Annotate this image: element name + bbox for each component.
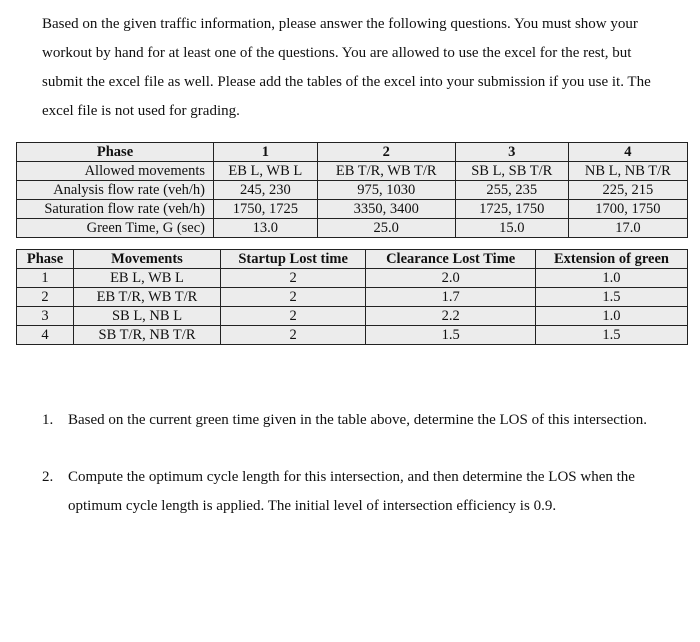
table-cell: 1.5 — [535, 326, 687, 345]
table-cell: EB L, WB L — [214, 162, 318, 181]
row-label: Saturation flow rate (veh/h) — [17, 200, 214, 219]
table-cell: 1.5 — [366, 326, 536, 345]
question-number: 2. — [42, 469, 54, 485]
table-cell: NB L, NB T/R — [568, 162, 687, 181]
question-item — [42, 463, 662, 521]
table-cell: EB L, WB L — [74, 269, 221, 288]
table-row — [17, 162, 688, 181]
lost-time-table — [16, 249, 688, 345]
table-row — [17, 269, 688, 288]
table-cell: 3350, 3400 — [317, 200, 455, 219]
table-cell: 1700, 1750 — [568, 200, 687, 219]
question-text: Based on the current green time given in the table above, determine the LOS of this intersection. — [68, 412, 647, 428]
table-cell: 975, 1030 — [317, 181, 455, 200]
table-row — [17, 326, 688, 345]
row-label: Allowed movements — [17, 162, 214, 181]
table-cell: 25.0 — [317, 219, 455, 238]
header-cell: Phase — [17, 250, 74, 269]
intro-paragraph: Based on the given traffic information, please answer the following questions. You must show your workout by hand for at least one of the questions. You are allowed to use the excel for the rest, but submit the excel file as well. Please add the tables of the excel into your submission if you use it. The excel file is not used for grading. — [42, 16, 651, 119]
table-cell: 3 — [17, 307, 74, 326]
table-cell: 1.0 — [535, 269, 687, 288]
header-cell: 3 — [455, 143, 568, 162]
table-row — [17, 307, 688, 326]
table-cell: 1.7 — [366, 288, 536, 307]
question-text: Compute the optimum cycle length for this intersection, and then determine the LOS when the optimum cycle length is applied. The initial level of intersection efficiency is 0.9. — [68, 469, 635, 514]
table-cell: 2 — [17, 288, 74, 307]
table-cell: EB T/R, WB T/R — [317, 162, 455, 181]
row-label: Analysis flow rate (veh/h) — [17, 181, 214, 200]
table-cell: 1750, 1725 — [214, 200, 318, 219]
question-item — [42, 406, 662, 435]
table-header-row — [17, 143, 688, 162]
table-cell: SB L, SB T/R — [455, 162, 568, 181]
table-row — [17, 219, 688, 238]
header-cell: Extension of green — [535, 250, 687, 269]
table-cell: 1725, 1750 — [455, 200, 568, 219]
table-cell: 4 — [17, 326, 74, 345]
table-cell: 15.0 — [455, 219, 568, 238]
table-cell: 2.0 — [366, 269, 536, 288]
table-cell: 2 — [221, 307, 366, 326]
header-cell: 4 — [568, 143, 687, 162]
table-cell: 2 — [221, 326, 366, 345]
table-row — [17, 288, 688, 307]
table-cell: SB T/R, NB T/R — [74, 326, 221, 345]
question-list — [42, 406, 662, 549]
header-cell: Movements — [74, 250, 221, 269]
table-header-row — [17, 250, 688, 269]
header-cell: 1 — [214, 143, 318, 162]
table-cell: 2.2 — [366, 307, 536, 326]
header-cell: Phase — [17, 143, 214, 162]
header-cell: 2 — [317, 143, 455, 162]
table-cell: 17.0 — [568, 219, 687, 238]
table-cell: 245, 230 — [214, 181, 318, 200]
question-number: 1. — [42, 412, 54, 428]
header-cell: Startup Lost time — [221, 250, 366, 269]
table-cell: 13.0 — [214, 219, 318, 238]
header-cell: Clearance Lost Time — [366, 250, 536, 269]
table-cell: 2 — [221, 288, 366, 307]
table-cell: 255, 235 — [455, 181, 568, 200]
table-cell: 1 — [17, 269, 74, 288]
table-row — [17, 181, 688, 200]
phase-traffic-table — [16, 142, 688, 238]
table-cell: 225, 215 — [568, 181, 687, 200]
table-row — [17, 200, 688, 219]
table-cell: 2 — [221, 269, 366, 288]
table-cell: SB L, NB L — [74, 307, 221, 326]
row-label: Green Time, G (sec) — [17, 219, 214, 238]
table-cell: 1.5 — [535, 288, 687, 307]
table-cell: 1.0 — [535, 307, 687, 326]
table-cell: EB T/R, WB T/R — [74, 288, 221, 307]
